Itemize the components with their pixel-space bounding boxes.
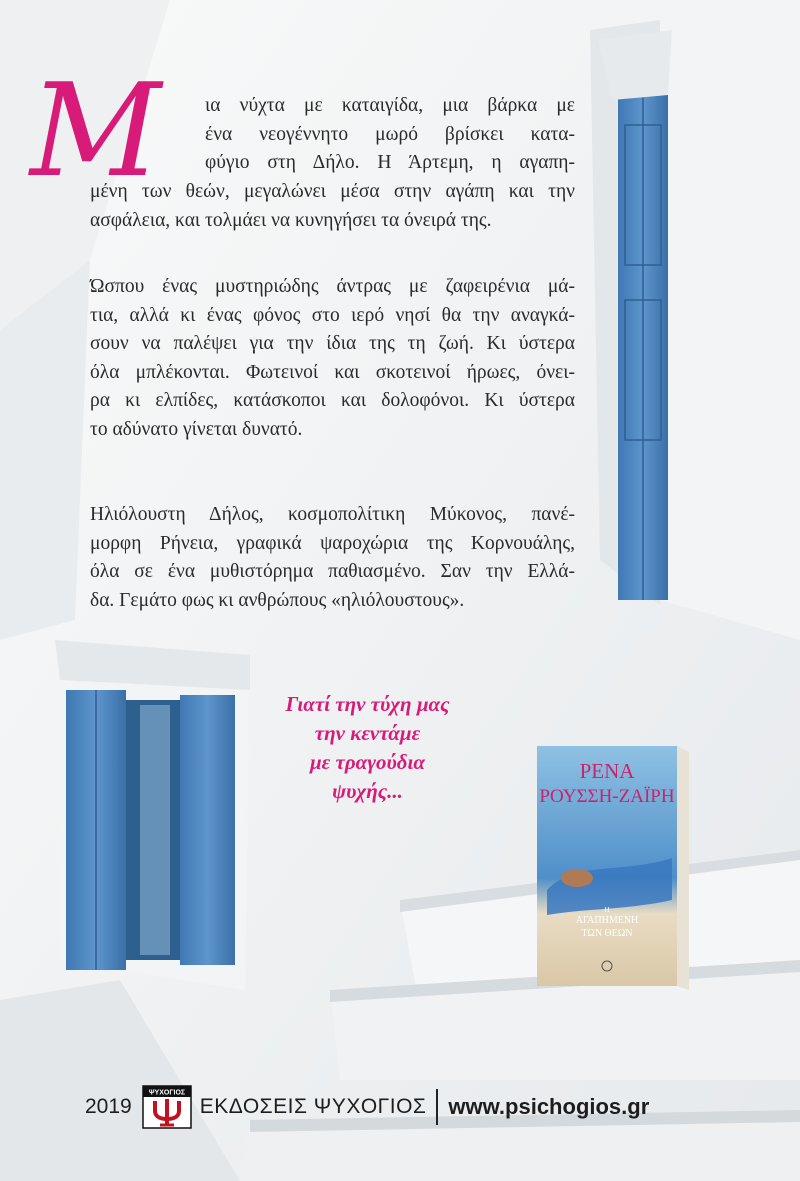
book-title-article: Η xyxy=(604,906,610,914)
paragraph-3 xyxy=(90,501,575,615)
logo-wordmark: ΨΥΧΟΓΙΟΣ xyxy=(148,1089,185,1097)
text-line: όλα μπλέκονται. Φωτεινοί και σκοτεινοί ήρωες, όνει- xyxy=(90,361,575,383)
text-line: Ηλιόλουστη Δήλος, κοσμοπολίτικη Μύκονος, πανέ- xyxy=(90,504,575,525)
text-line: ρα κι ελπίδες, κατάσκοποι και δολοφόνοι. Κι ύστερα xyxy=(90,390,575,412)
text-line: δα. Γεμάτο φως κι ανθρώπους «ηλιόλουστους». xyxy=(90,589,465,611)
text-line: μορφη Ρήνεια, γραφικά ψαροχώρια της Κορνουάλης, xyxy=(90,532,575,554)
book-cover-image xyxy=(537,740,689,990)
quote-line: ψυχής... xyxy=(332,779,403,803)
text-line: ια νύχτα με καταιγίδα, μια βάρκα με xyxy=(205,95,575,116)
text-line: φύγιο στη Δήλο. Η Άρτεμη, η αγαπη- xyxy=(205,152,575,174)
blue-shutter-right xyxy=(180,695,235,965)
quote-line: Γιατί την τύχη μας xyxy=(285,692,450,716)
book-author-line-1: ΡΕΝΑ xyxy=(579,759,635,783)
publication-year: 2019 xyxy=(85,1095,132,1118)
drop-cap-letter: Μ xyxy=(30,57,162,206)
text-line: όλα σε ένα μυθιστόρημα παθιασμένο. Σαν την Ελλά- xyxy=(90,561,575,583)
book-author-line-2: ΡΟΥΣΣΗ-ΖΑΪΡΗ xyxy=(539,786,675,807)
quote-line: με τραγούδια xyxy=(309,750,426,774)
paragraph-1-continued xyxy=(90,178,575,235)
book-title-line-1: ΑΓΑΠΗΜΕΝΗ xyxy=(575,915,639,926)
footer xyxy=(85,1085,649,1129)
book-title-line-2: ΤΩΝ ΘΕΩΝ xyxy=(581,928,633,939)
pull-quote xyxy=(255,690,480,806)
quote-line: την κεντάμε xyxy=(314,721,421,745)
text-line: ασφάλεια, και τολμάει να κυνηγήσει τα όνειρά της. xyxy=(90,209,492,231)
footer-divider xyxy=(436,1089,438,1125)
paragraph-1-intro xyxy=(205,92,575,178)
text-line: Ώσπου ένας μυστηριώδης άντρας με ζαφειρένια μά- xyxy=(90,276,575,297)
text-line: τια, αλλά κι ένας φόνος στο ιερό νησί θα την αναγκά- xyxy=(90,304,575,326)
text-line: μένη των θεών, μεγαλώνει μέσα στην αγάπη και την xyxy=(90,181,575,202)
publisher-name: ΕΚΔΟΣΕΙΣ ΨΥΧΟΓΙΟΣ xyxy=(199,1095,427,1118)
paragraph-2 xyxy=(90,273,575,445)
text-line: σουν να παλέψει για την ίδια της τη ζωή. Κι ύστερα xyxy=(90,333,575,355)
psichogios-logo-icon xyxy=(142,1085,192,1129)
publisher-website-link[interactable]: www.psichogios.gr xyxy=(448,1094,650,1119)
text-line: ένα νεογέννητο μωρό βρίσκει κατα- xyxy=(205,123,575,145)
text-line: το αδύνατο γίνεται δυνατό. xyxy=(90,418,303,440)
